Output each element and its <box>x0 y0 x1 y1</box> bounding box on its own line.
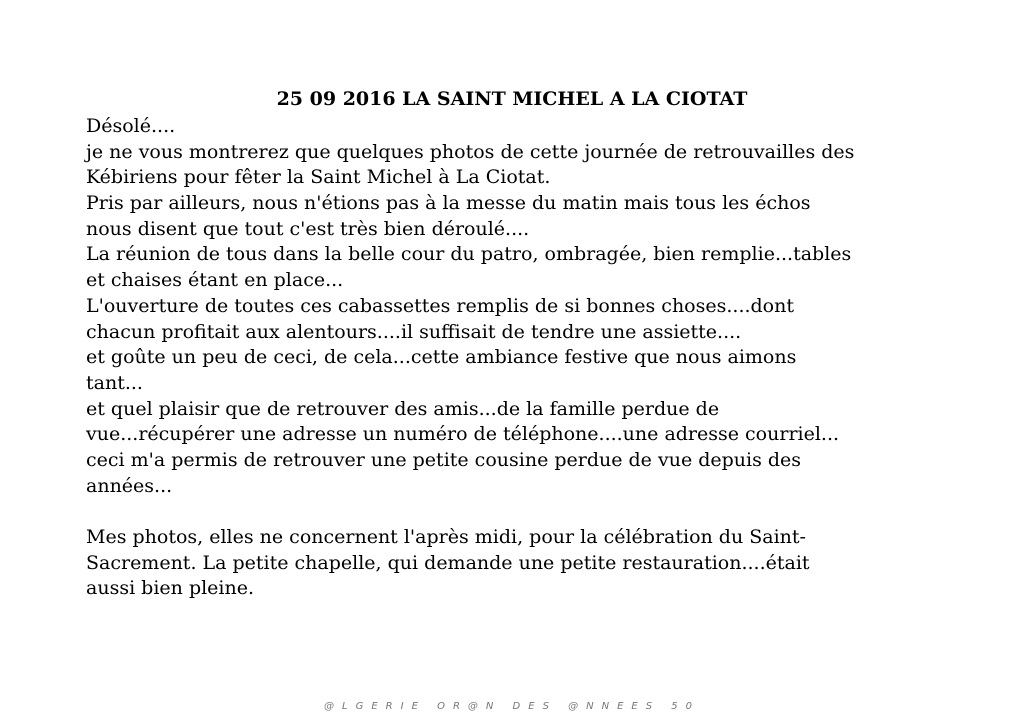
blank-line <box>86 499 956 525</box>
text-line: Désolé.... <box>86 115 176 137</box>
text-line: et chaises étant en place... <box>86 269 344 292</box>
text-line: chacun profitait aux alentours....il suffisait de tendre une assiette.... <box>86 320 742 343</box>
text-line: Mes photos, elles ne concernent l'après midi, pour la célébration du Saint- <box>86 526 806 548</box>
text-line: Sacrement. La petite chapelle, qui demande une petite restauration....était <box>86 551 810 574</box>
text-line: je ne vous montrerez que quelques photos de cette journée de retrouvailles des <box>86 140 855 163</box>
text-line: aussi bien pleine. <box>86 577 255 600</box>
text-line: vue...récupérer une adresse un numéro de téléphone....une adresse courriel... <box>86 423 840 446</box>
text-line: Pris par ailleurs, nous n'étions pas à la messe du matin mais tous les échos <box>86 192 811 215</box>
text-line: et goûte un peu de ceci, de cela...cette ambiance festive que nous aimons <box>86 346 797 369</box>
page-footer: @LGERIE OR@N DES @NNEES 50 <box>324 701 700 712</box>
text-line: L'ouverture de toutes ces cabassettes remplis de si bonnes choses....dont <box>86 294 794 317</box>
text-line: tant... <box>86 371 143 394</box>
text-line: années... <box>86 474 173 497</box>
page-title: 25 09 2016 LA SAINT MICHEL A LA CIOTAT <box>276 88 748 110</box>
body-text <box>86 114 956 602</box>
text-line: Kébiriens pour fêter la Saint Michel à La Ciotat. <box>86 166 551 189</box>
text-line: et quel plaisir que de retrouver des amis...de la famille perdue de <box>86 397 720 420</box>
text-line: La réunion de tous dans la belle cour du patro, ombragée, bien remplie...tables <box>86 243 852 266</box>
text-line: ceci m'a permis de retrouver une petite cousine perdue de vue depuis des <box>86 448 802 471</box>
text-line: nous disent que tout c'est très bien déroulé.... <box>86 217 530 240</box>
